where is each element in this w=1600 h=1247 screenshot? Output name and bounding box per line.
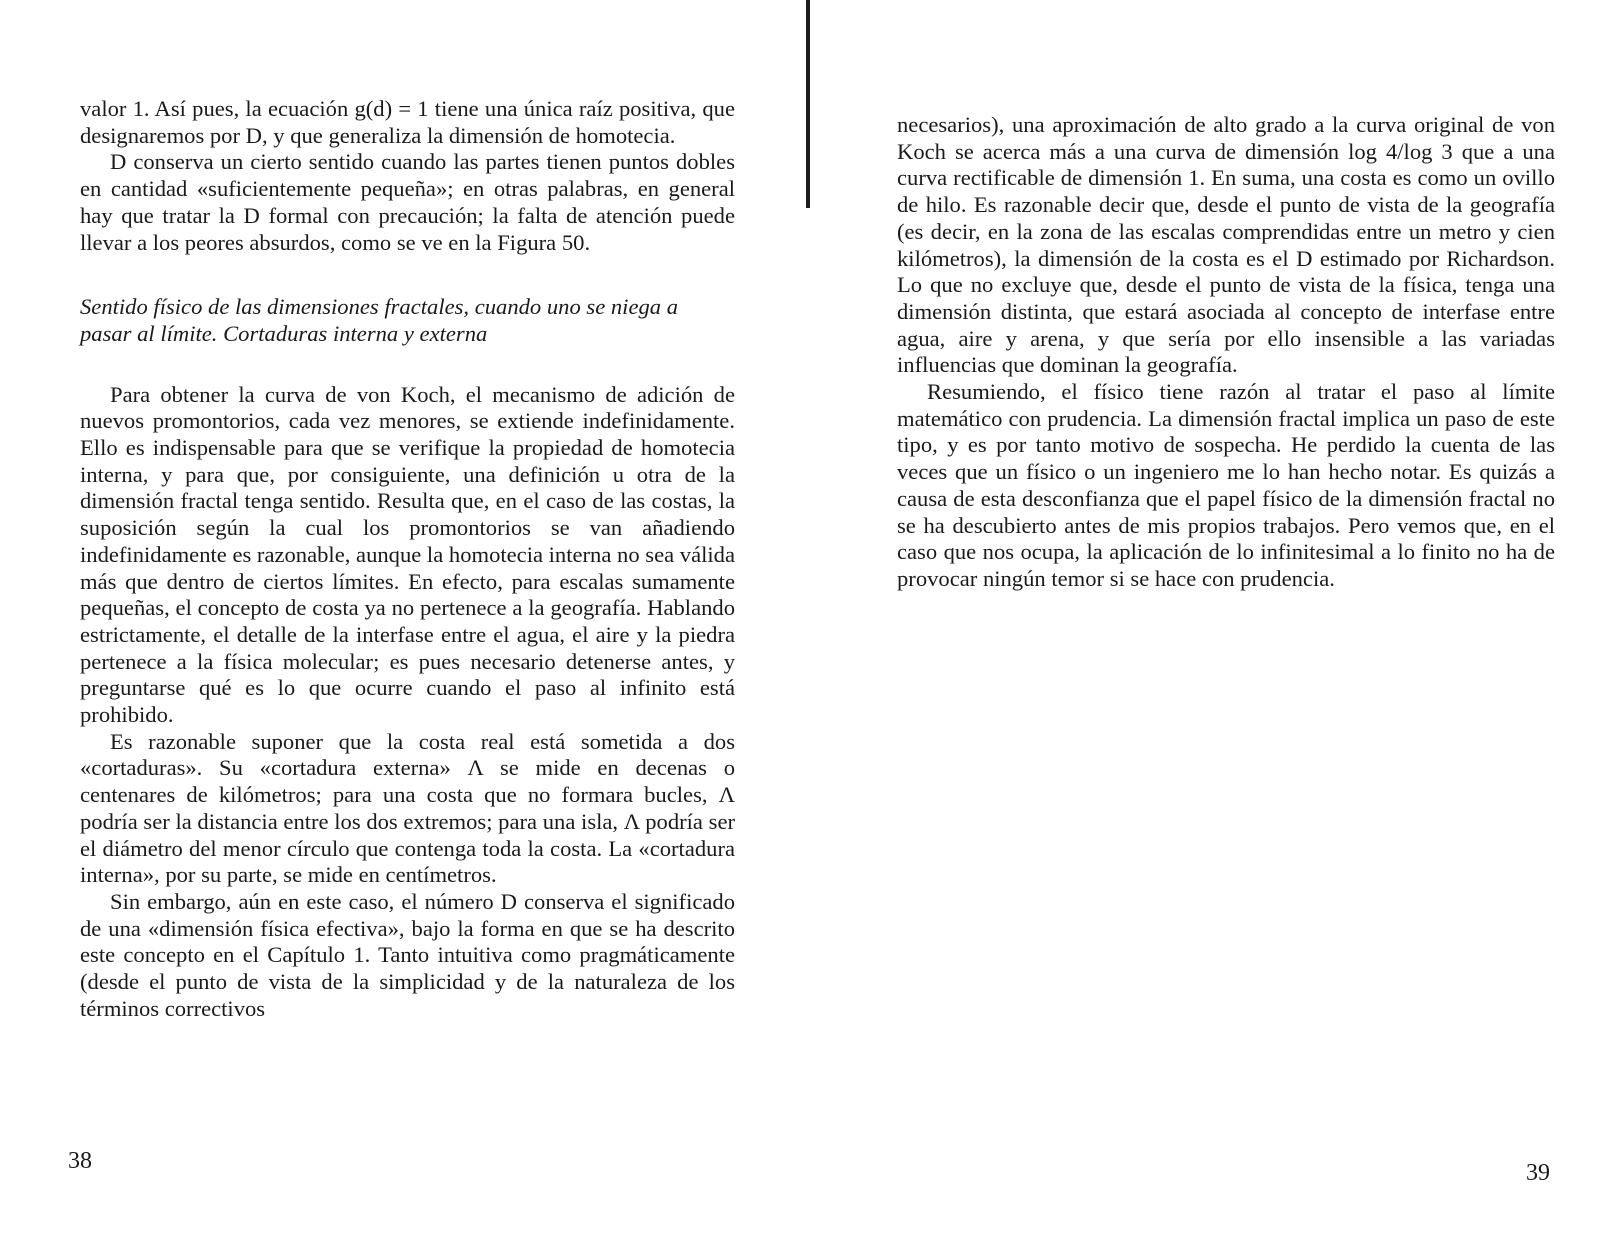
left-page — [80, 96, 735, 1023]
right-paragraph-1: necesarios), una aproximación de alto grado a la curva original de von Koch se acerca más a una curva de dimensión log 4/log 3 que a una curva rectificable de dimensión 1. En suma, una costa es como un ovillo de hilo. Es razonable decir que, desde el punto de vista de la geografía (es decir, en la zona de las escalas comprendidas entre un metro y cien kilómetros), la dimensión de la costa es el D estimado por Richardson. Lo que no excluye que, desde el punto de vista de la física, tenga una dimensión distinta, que estará asociada al concepto de interfase entre agua, aire y arena, y que sería por ello insensible a las variadas influencias que dominan la geografía. — [897, 112, 1555, 378]
left-paragraph-1: valor 1. Así pues, la ecuación g(d) = 1 tiene una única raíz positiva, que designaremos por D, y que generaliza la dimensión de homotecia. — [80, 96, 735, 148]
right-paragraph-2: Resumiendo, el físico tiene razón al tratar el paso al límite matemático con prudencia. La dimensión fractal implica un paso de este tipo, y es por tanto motivo de sospecha. He perdido la cuenta de las veces que un físico o un ingeniero me lo han hecho notar. Es quizás a causa de esta desconfianza que el papel físico de la dimensión fractal no se ha descubierto antes de mis propios trabajos. Pero vemos que, en el caso que nos ocupa, la aplicación de lo infinitesimal a lo finito no ha de provocar ningún temor si se hace con prudencia. — [897, 379, 1555, 591]
page-number-left: 38 — [68, 1148, 92, 1174]
left-paragraph-4: Es razonable suponer que la costa real está sometida a dos «cortaduras». Su «cortadura externa» Λ se mide en decenas o centenares de kilómetros; para una costa que no formara bucles, Λ podría ser la distancia entre los dos extremos; para una isla, Λ podría ser el diámetro del menor círculo que contenga toda la costa. La «cortadura interna», por su parte, se mide en centímetros. — [80, 728, 735, 888]
book-gutter-line — [806, 0, 810, 208]
left-paragraph-3: Para obtener la curva de von Koch, el mecanismo de adición de nuevos promontorios, cada vez menores, se extiende indefinidamente. Ello es indispensable para que se verifique la propiedad de homotecia interna, y para que, por consiguiente, una definición u otra de la dimensión fractal tenga sentido. Resulta que, en el caso de las costas, la suposición según la cual los promontorios se van añadiendo indefinidamente es razonable, aunque la homotecia interna no sea válida más que dentro de ciertos límites. En efecto, para escalas sumamente pequeñas, el concepto de costa ya no pertenece a la geografía. Hablando estrictamente, el detalle de la interfase entre el agua, el aire y la piedra pertenece a la física molecular; es pues necesario detenerse antes, y preguntarse qué es lo que ocurre cuando el paso al infinito está prohibido. — [80, 381, 735, 728]
left-paragraph-2: D conserva un cierto sentido cuando las partes tienen puntos dobles en cantidad «suficientemente pequeña»; en otras palabras, en general hay que tratar la D formal con precaución; la falta de atención puede llevar a los peores absurdos, como se ve en la Figura 50. — [80, 149, 735, 255]
page-number-right: 39 — [1526, 1160, 1550, 1186]
right-page — [897, 112, 1555, 593]
section-heading: Sentido físico de las dimensiones fractales, cuando uno se niega a pasar al límite. Cortaduras interna y externa — [80, 294, 679, 346]
left-paragraph-5: Sin embargo, aún en este caso, el número D conserva el significado de una «dimensión física efectiva», bajo la forma en que se ha descrito este concepto en el Capítulo 1. Tanto intuitiva como pragmáticamente (desde el punto de vista de la simplicidad y de la naturaleza de los términos correctivos — [80, 888, 735, 1021]
